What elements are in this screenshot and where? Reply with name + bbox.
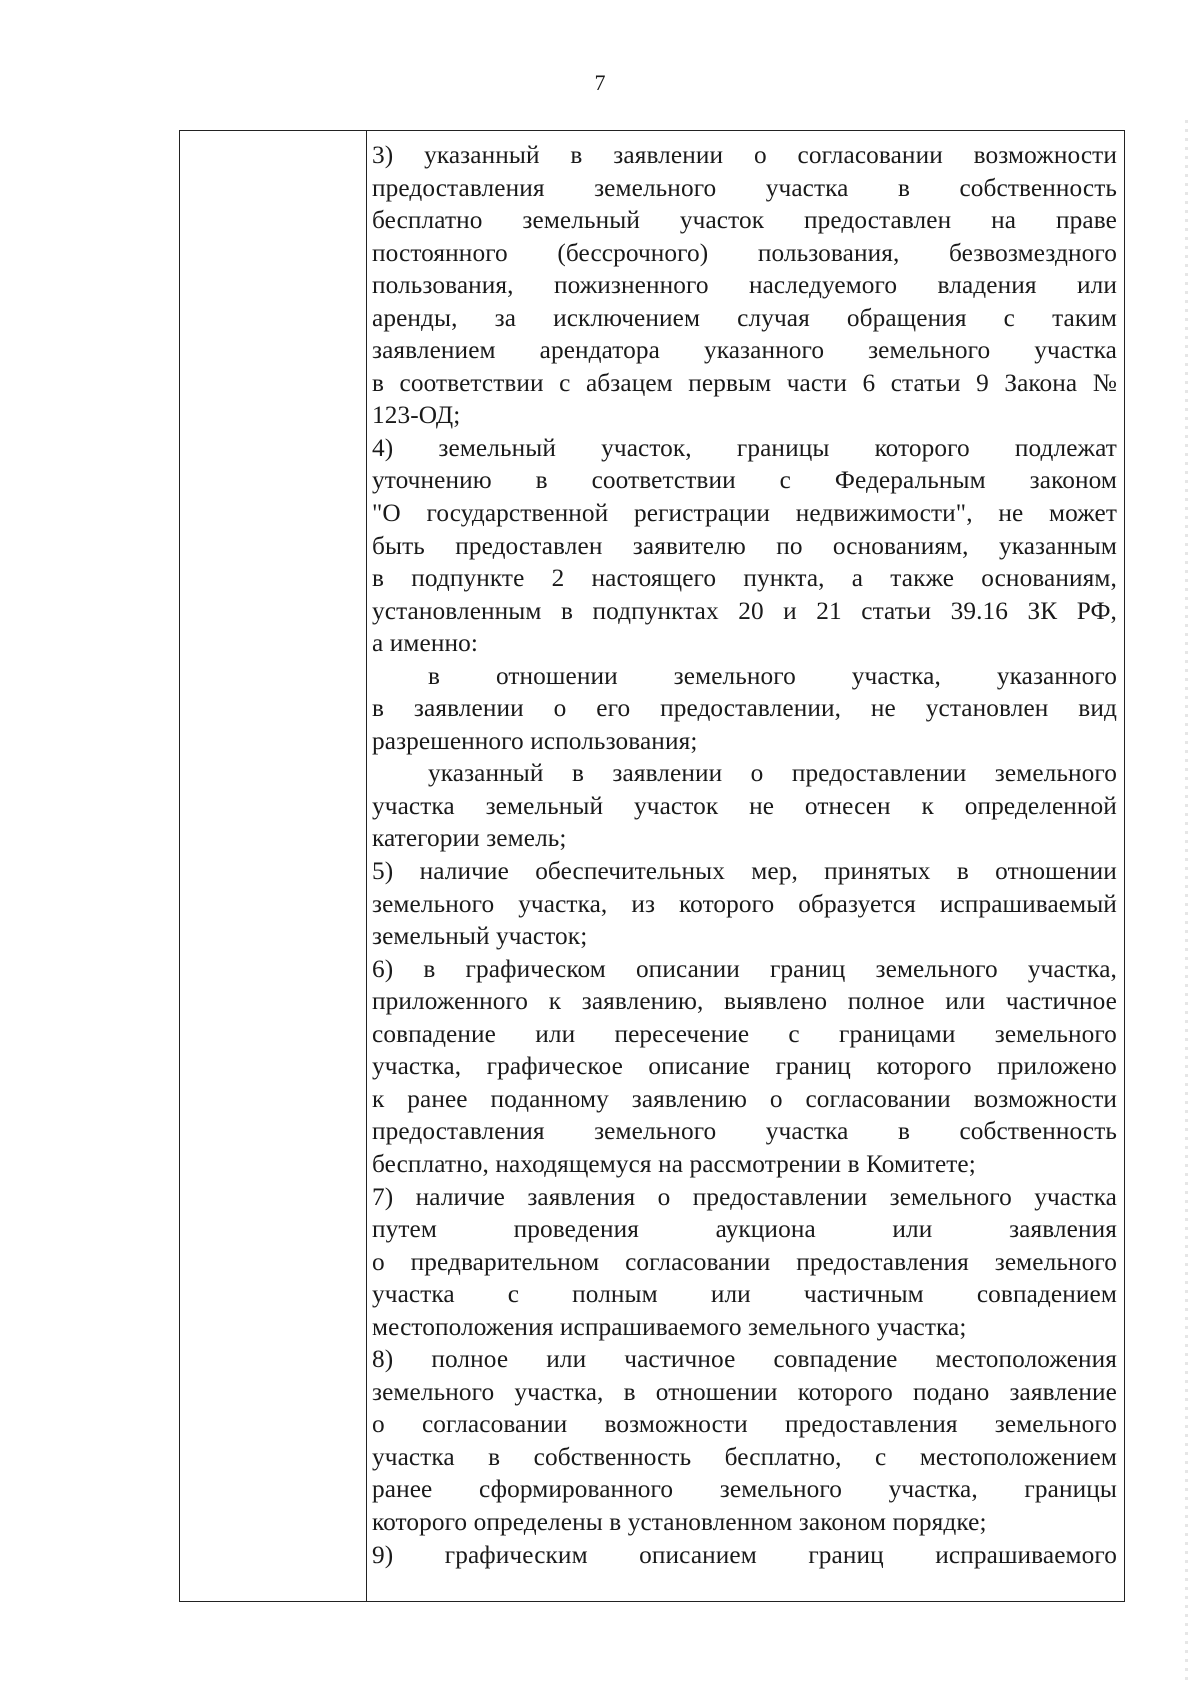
word: о <box>753 141 767 169</box>
word: законом <box>1029 466 1117 495</box>
word: о <box>372 1247 385 1276</box>
word: земельного <box>594 1117 717 1146</box>
word: земельного <box>889 1182 1012 1211</box>
word: согласовании <box>625 1247 771 1276</box>
text-line <box>372 334 1117 367</box>
word: пользования, <box>372 271 514 300</box>
word: которого <box>797 1377 893 1406</box>
word: пункта, <box>743 564 825 593</box>
word: участка, <box>888 1475 978 1504</box>
word: границ <box>808 1540 884 1569</box>
word: сформированного <box>479 1475 674 1504</box>
word: Федеральным <box>834 466 986 495</box>
word: предварительном <box>410 1247 600 1276</box>
text-line <box>372 660 1117 693</box>
word: таким <box>1052 303 1117 332</box>
word: основаниям, <box>981 564 1117 593</box>
word: настоящего <box>591 564 717 593</box>
word: земельного <box>673 661 796 690</box>
word: описание <box>648 1052 750 1081</box>
word: уточнению <box>372 466 492 495</box>
word: аукциона <box>715 1215 816 1244</box>
word: по <box>776 531 803 560</box>
word: возможности <box>973 1084 1117 1113</box>
text-line: бесплатно, находящемуся на рассмотрении в Комитете; <box>372 1149 976 1178</box>
word: 6 <box>862 368 876 397</box>
table-left-cell <box>180 131 366 1601</box>
text-line: 123-ОД; <box>372 401 461 430</box>
word: государственной <box>426 499 609 528</box>
word: в <box>571 759 584 788</box>
word: частичным <box>803 1280 924 1309</box>
word: "О <box>372 499 401 528</box>
word: земельного <box>594 173 717 202</box>
text-line <box>372 530 1117 563</box>
word: выявлено <box>724 987 828 1016</box>
word: которого <box>679 889 775 918</box>
text-line: земельный участок; <box>372 922 588 951</box>
word: за <box>494 303 517 332</box>
word: земельный <box>438 433 556 462</box>
word: земельный <box>522 206 640 235</box>
word: приложенного <box>372 987 529 1016</box>
word: полное <box>431 1345 509 1374</box>
text-line <box>372 562 1117 595</box>
word: наличие <box>415 1182 505 1211</box>
word: постоянного <box>372 238 508 267</box>
word: в <box>623 1377 636 1406</box>
word: вид <box>1078 694 1117 723</box>
word: абзацем <box>585 368 673 397</box>
word: наследуемого <box>748 271 898 300</box>
word: предоставлен <box>804 206 952 235</box>
text-line <box>372 1441 1117 1474</box>
word: в <box>423 954 436 983</box>
text-line <box>372 1278 1117 1311</box>
word: предоставления <box>796 1247 969 1276</box>
word: бесплатно <box>372 206 483 235</box>
word: полным <box>572 1280 658 1309</box>
word: полное <box>847 987 925 1016</box>
text-line <box>372 1539 1117 1572</box>
word: с <box>507 1280 520 1309</box>
word: указанного <box>703 336 825 365</box>
column-divider <box>366 131 367 1601</box>
word: согласовании <box>805 1084 951 1113</box>
word: собственность <box>959 1117 1117 1146</box>
text-line <box>372 1050 1117 1083</box>
word: проведения <box>513 1215 639 1244</box>
word: пожизненного <box>553 271 709 300</box>
text-line <box>372 1018 1117 1051</box>
text-line <box>372 1246 1117 1279</box>
word: заявлении <box>613 141 724 169</box>
word: заявлении <box>612 759 723 788</box>
text-line <box>372 204 1117 237</box>
word: участка <box>1034 1182 1117 1211</box>
word: 7) <box>372 1182 394 1211</box>
word: испрашиваемый <box>939 889 1117 918</box>
document-table <box>179 130 1125 1602</box>
word: участка <box>372 1442 455 1471</box>
word: земельный <box>485 791 604 820</box>
word: исключением <box>553 303 701 332</box>
word: участка <box>1034 336 1117 365</box>
word: участка <box>765 1117 849 1146</box>
word: 9 <box>976 368 989 397</box>
word: принятых <box>824 857 931 886</box>
word: земельного <box>719 1475 842 1504</box>
word: совпадение <box>372 1019 496 1048</box>
text-line <box>372 1181 1117 1214</box>
word: части <box>786 368 847 397</box>
word: графическое <box>486 1052 623 1081</box>
word: заявлению, <box>581 987 704 1016</box>
text-line <box>372 1115 1117 1148</box>
table-text-cell <box>372 139 1117 1571</box>
word: о <box>750 759 764 788</box>
word: земельного <box>994 759 1117 788</box>
word: или <box>892 1215 933 1244</box>
word: указанный <box>424 141 540 169</box>
word: отношении <box>995 857 1117 886</box>
word: совпадение <box>773 1345 898 1374</box>
word: не <box>749 791 775 820</box>
word: к <box>548 987 562 1016</box>
word: ранее <box>372 1475 433 1504</box>
word: возможности <box>604 1410 748 1439</box>
word: заявление <box>1009 1377 1117 1406</box>
word: границы <box>736 433 830 462</box>
word: обращения <box>846 303 967 332</box>
word: заявления <box>527 1182 636 1211</box>
word: о <box>553 694 567 723</box>
word: его <box>596 694 631 723</box>
word: участок, <box>601 433 692 462</box>
word: графическим <box>444 1540 588 1569</box>
word: или <box>546 1345 587 1374</box>
word: предоставления <box>784 1410 958 1439</box>
word: 2 <box>551 564 565 593</box>
text-line <box>372 1473 1117 1506</box>
word: испрашиваемого <box>935 1540 1117 1569</box>
word: возможности <box>973 141 1117 169</box>
text-line <box>372 888 1117 921</box>
word: 9) <box>372 1540 394 1569</box>
word: собственность <box>533 1442 692 1471</box>
word: участок <box>679 206 765 235</box>
word: с <box>779 466 791 495</box>
word: местоположением <box>919 1442 1117 1471</box>
word: описании <box>635 954 740 983</box>
word: наличие <box>419 857 509 886</box>
word: или <box>1076 271 1117 300</box>
word: бесплатно, <box>724 1442 842 1471</box>
text-line <box>372 302 1117 335</box>
word: установленным <box>372 596 542 625</box>
text-line <box>372 790 1117 823</box>
word: земельного <box>868 336 991 365</box>
word: 5) <box>372 857 394 886</box>
text-line: категории земель; <box>372 824 567 853</box>
word: предоставлении <box>692 1182 868 1211</box>
word: и <box>783 596 797 625</box>
word: 20 <box>738 596 764 625</box>
word: согласовании <box>797 141 943 169</box>
word: 4) <box>372 433 394 462</box>
word: с <box>559 368 571 397</box>
word: быть <box>372 531 425 560</box>
word: определенной <box>964 791 1117 820</box>
word: в <box>535 466 548 495</box>
word: статьи <box>861 596 932 625</box>
word: 21 <box>816 596 842 625</box>
word: подпункте <box>411 564 525 593</box>
text-line <box>372 1343 1117 1376</box>
word: земельного <box>994 1410 1117 1439</box>
word: с <box>1003 303 1015 332</box>
text-line <box>372 464 1117 497</box>
word: или <box>535 1019 576 1048</box>
word: в <box>488 1442 501 1471</box>
word: собственность <box>959 173 1117 202</box>
word: ЗК <box>1027 596 1058 625</box>
word: или <box>710 1280 751 1309</box>
word: земельного <box>994 1247 1117 1276</box>
word: 3) <box>372 141 394 169</box>
word: совпадением <box>976 1280 1117 1309</box>
word: в <box>428 661 441 690</box>
word: подпунктах <box>592 596 719 625</box>
word: подано <box>913 1377 990 1406</box>
word: о <box>657 1182 671 1211</box>
text-line: а именно: <box>372 629 478 658</box>
page-number: 7 <box>594 70 606 95</box>
word: недвижимости", <box>795 499 973 528</box>
word: первым <box>688 368 772 397</box>
text-line <box>372 692 1117 725</box>
word: предоставления <box>372 173 545 202</box>
word: установлен <box>925 694 1049 723</box>
word: с <box>875 1442 887 1471</box>
word: к <box>372 1084 385 1113</box>
text-line: местоположения испрашиваемого земельного участка; <box>372 1312 967 1341</box>
text-line: которого определены в установленном законом порядке; <box>372 1507 987 1536</box>
word: границами <box>838 1019 956 1048</box>
word: к <box>921 791 934 820</box>
text-line <box>372 269 1117 302</box>
word: статьи <box>890 368 961 397</box>
word: местоположения <box>935 1345 1117 1374</box>
word: которого <box>874 433 970 462</box>
word: № <box>1092 368 1117 397</box>
text-line <box>372 139 1117 172</box>
text-line <box>372 237 1117 270</box>
word: участка, <box>514 1377 604 1406</box>
word: о <box>372 1410 385 1439</box>
word: земельного <box>994 1019 1117 1048</box>
word: основаниям, <box>832 531 969 560</box>
word: которого <box>876 1052 972 1081</box>
word: в <box>897 1117 910 1146</box>
word: частичное <box>1005 987 1117 1016</box>
word: частичное <box>624 1345 736 1374</box>
word: в <box>560 596 574 625</box>
text-line <box>372 497 1117 530</box>
word: в <box>372 368 385 397</box>
word: с <box>788 1019 800 1048</box>
word: предоставлен <box>455 531 603 560</box>
word: отношении <box>655 1377 778 1406</box>
word: арендатора <box>539 336 660 365</box>
word: предоставлении <box>791 759 967 788</box>
word: указанным <box>998 531 1117 560</box>
word: регистрации <box>634 499 770 528</box>
word: путем <box>372 1215 437 1244</box>
word: аренды, <box>372 303 458 332</box>
text-line <box>372 595 1117 628</box>
word: о <box>769 1084 783 1113</box>
word: случая <box>737 303 810 332</box>
word: участка <box>372 791 455 820</box>
word: в <box>372 694 385 723</box>
word: образуется <box>798 889 916 918</box>
word: на <box>991 206 1017 235</box>
word: указанный <box>428 759 544 788</box>
text-line <box>372 367 1117 400</box>
word: участка <box>372 1280 455 1309</box>
word: предоставлении, <box>660 694 842 723</box>
word: заявлении <box>413 694 524 723</box>
text-line <box>372 1376 1117 1409</box>
word: отношении <box>495 661 618 690</box>
word: а <box>851 564 864 593</box>
word: также <box>890 564 955 593</box>
word: заявлению <box>631 1084 747 1113</box>
word: границ <box>775 1052 851 1081</box>
word: пользования, <box>757 238 900 267</box>
word: участка <box>765 173 849 202</box>
word: безвозмездного <box>948 238 1117 267</box>
text-line <box>372 172 1117 205</box>
word: земельного <box>875 954 998 983</box>
word: границ <box>769 954 846 983</box>
text-line <box>372 953 1117 986</box>
word: границы <box>1024 1475 1117 1504</box>
word: указанного <box>996 661 1117 690</box>
word: или <box>945 987 986 1016</box>
word: поданному <box>490 1084 609 1113</box>
text-line <box>372 1408 1117 1441</box>
word: пересечение <box>614 1019 750 1048</box>
word: заявителю <box>632 531 746 560</box>
word: участка, <box>372 1052 462 1081</box>
word: в <box>956 857 969 886</box>
text-line <box>372 985 1117 1018</box>
word: описанием <box>639 1540 757 1569</box>
word: участка, <box>1027 954 1117 983</box>
word: в <box>372 564 385 593</box>
word: приложено <box>997 1052 1117 1081</box>
word: (бессрочного) <box>557 238 709 267</box>
word: соответствии <box>399 368 544 397</box>
word: участка, <box>851 661 941 690</box>
word: соответствии <box>591 466 736 495</box>
word: 6) <box>372 954 394 983</box>
word: может <box>1049 499 1117 528</box>
word: подлежат <box>1014 433 1117 462</box>
text-line <box>372 757 1117 790</box>
word: обеспечительных <box>535 857 725 886</box>
word: предоставления <box>372 1117 545 1146</box>
text-line <box>372 432 1117 465</box>
word: графическом <box>465 954 606 983</box>
word: участок <box>634 791 719 820</box>
scan-edge-artifact <box>1185 120 1188 1680</box>
word: участка, <box>518 889 608 918</box>
word: РФ, <box>1076 596 1117 625</box>
word: в <box>570 141 583 169</box>
word: праве <box>1056 206 1117 235</box>
word: 8) <box>372 1345 394 1374</box>
word: в <box>897 173 910 202</box>
word: из <box>631 889 656 918</box>
text-line <box>372 1083 1117 1116</box>
word: Закона <box>1004 368 1078 397</box>
word: заявления <box>1009 1215 1117 1244</box>
text-line <box>372 1213 1117 1246</box>
word: не <box>870 694 896 723</box>
word: заявлением <box>372 336 496 365</box>
word: ранее <box>407 1084 468 1113</box>
word: согласовании <box>421 1410 568 1439</box>
word: не <box>998 499 1024 528</box>
word: земельного <box>372 1377 495 1406</box>
word: отнесен <box>804 791 891 820</box>
text-line: разрешенного использования; <box>372 726 698 755</box>
word: земельного <box>372 889 495 918</box>
word: мер, <box>751 857 798 886</box>
word: владения <box>937 271 1037 300</box>
text-line <box>372 855 1117 888</box>
word: 39.16 <box>950 596 1009 625</box>
